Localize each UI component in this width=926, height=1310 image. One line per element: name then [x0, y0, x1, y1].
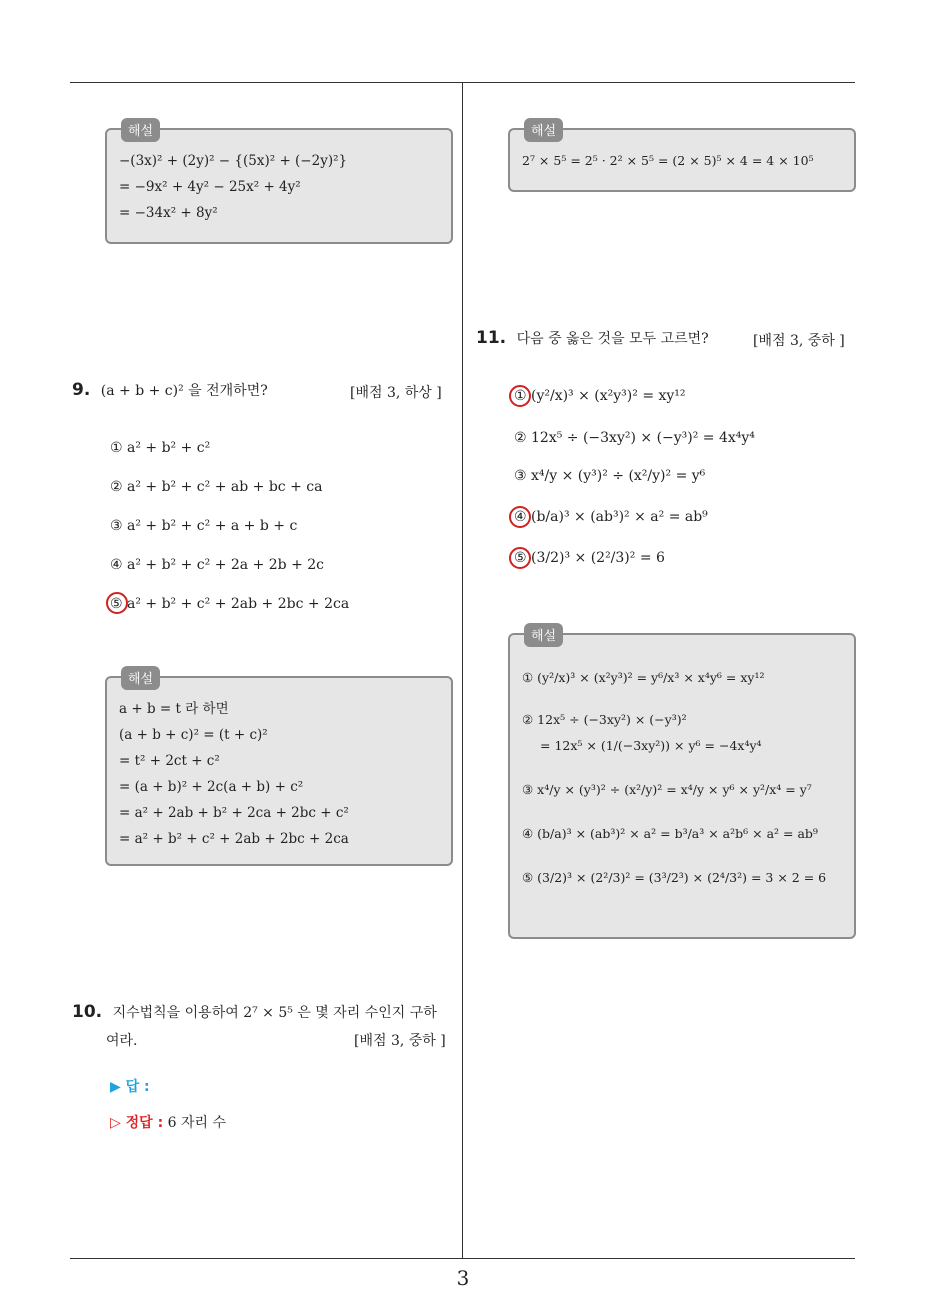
- question-text: (a + b + c)² 을 전개하면?: [100, 383, 268, 399]
- solution-line: ⑤ (3/2)³ × (2²/3)² = (3³/2³) × (2⁴/3²) = 3 × 2 = 6: [522, 870, 827, 885]
- score-label: [배점 3, 하상 ]: [350, 385, 442, 401]
- score-label: [배점 3, 중하 ]: [753, 333, 845, 349]
- score-label: [배점 3, 중하 ]: [354, 1033, 446, 1049]
- solution-line: = a² + b² + c² + 2ab + 2bc + 2ca: [119, 831, 349, 847]
- question-number: 10.: [72, 1002, 103, 1022]
- option-1[interactable]: ① a² + b² + c²: [110, 440, 211, 456]
- answer-mark-circle: [106, 592, 128, 614]
- solution-line: 2⁷ × 5⁵ = 2⁵ · 2² × 5⁵ = (2 × 5)⁵ × 4 = 4 × 10⁵: [522, 153, 814, 168]
- question-number: 9.: [72, 380, 91, 400]
- question-text: 다음 중 옳은 것을 모두 고르면?: [516, 331, 709, 347]
- solution-tag: 해설: [121, 666, 160, 690]
- option-2[interactable]: ② a² + b² + c² + ab + bc + ca: [110, 479, 323, 495]
- solution-line: = t² + 2ct + c²: [119, 753, 220, 769]
- solution-line: = (a + b)² + 2c(a + b) + c²: [119, 779, 304, 795]
- solution-tag: 해설: [121, 118, 160, 142]
- question-text: 지수법칙을 이용하여 2⁷ × 5⁵ 은 몇 자리 수인지 구하: [112, 1005, 437, 1021]
- solution-line: = a² + 2ab + b² + 2ca + 2bc + c²: [119, 805, 349, 821]
- option-4[interactable]: ④ a² + b² + c² + 2a + 2b + 2c: [110, 557, 325, 573]
- solution-tag: 해설: [524, 623, 563, 647]
- solution-line: ③ x⁴/y × (y³)² ÷ (x²/y)² = x⁴/y × y⁶ × y²/x⁴ = y⁷: [522, 782, 812, 797]
- answer-mark-circle: [509, 547, 531, 569]
- solution-line: = 12x⁵ × (1/(−3xy²)) × y⁶ = −4x⁴y⁴: [540, 738, 762, 753]
- solution-line: a + b = t 라 하면: [119, 701, 229, 717]
- answer-mark-circle: [509, 506, 531, 528]
- solution-line: = −9x² + 4y² − 25x² + 4y²: [119, 179, 301, 195]
- solution-line: ④ (b/a)³ × (ab³)² × a² = b³/a³ × a²b⁶ × a² = ab⁹: [522, 826, 818, 841]
- option-3[interactable]: ③ a² + b² + c² + a + b + c: [110, 518, 298, 534]
- solution-line: ② 12x⁵ ÷ (−3xy²) × (−y³)²: [522, 712, 687, 727]
- solution-box-q10: [508, 124, 856, 192]
- question-text-line2: 여라.: [106, 1033, 138, 1049]
- question-9: [72, 380, 268, 400]
- solution-box-q11: [508, 629, 856, 939]
- correct-value: 6 자리 수: [167, 1115, 227, 1131]
- solution-line: ① (y²/x)³ × (x²y³)² = y⁶/x³ × x⁴y⁶ = xy¹²: [522, 670, 765, 685]
- correct-label: ▷ 정답 :: [110, 1115, 164, 1131]
- column-divider: [462, 83, 463, 1259]
- solution-box-q9: [105, 672, 453, 866]
- solution-box-q8: [105, 124, 453, 244]
- option-2[interactable]: ② 12x⁵ ÷ (−3xy²) × (−y³)² = 4x⁴y⁴: [514, 430, 755, 446]
- solution-tag: 해설: [524, 118, 563, 142]
- question-11: [476, 328, 709, 348]
- page-number: 3: [456, 1266, 470, 1290]
- option-5[interactable]: ⑤ (3/2)³ × (2²/3)² = 6: [514, 550, 665, 566]
- answer-mark-circle: [509, 385, 531, 407]
- correct-answer: [110, 1112, 226, 1132]
- option-4[interactable]: ④ (b/a)³ × (ab³)² × a² = ab⁹: [514, 509, 708, 525]
- solution-line: −(3x)² + (2y)² − {(5x)² + (−2y)²}: [119, 153, 348, 169]
- option-3[interactable]: ③ x⁴/y × (y³)² ÷ (x²/y)² = y⁶: [514, 468, 706, 484]
- answer-label: ▶ 답 :: [110, 1079, 150, 1095]
- question-number: 11.: [476, 328, 507, 348]
- question-10: [72, 1002, 437, 1022]
- solution-line: (a + b + c)² = (t + c)²: [119, 727, 268, 743]
- solution-line: = −34x² + 8y²: [119, 205, 218, 221]
- option-1[interactable]: ① (y²/x)³ × (x²y³)² = xy¹²: [514, 388, 686, 404]
- option-5[interactable]: ⑤ a² + b² + c² + 2ab + 2bc + 2ca: [110, 596, 350, 612]
